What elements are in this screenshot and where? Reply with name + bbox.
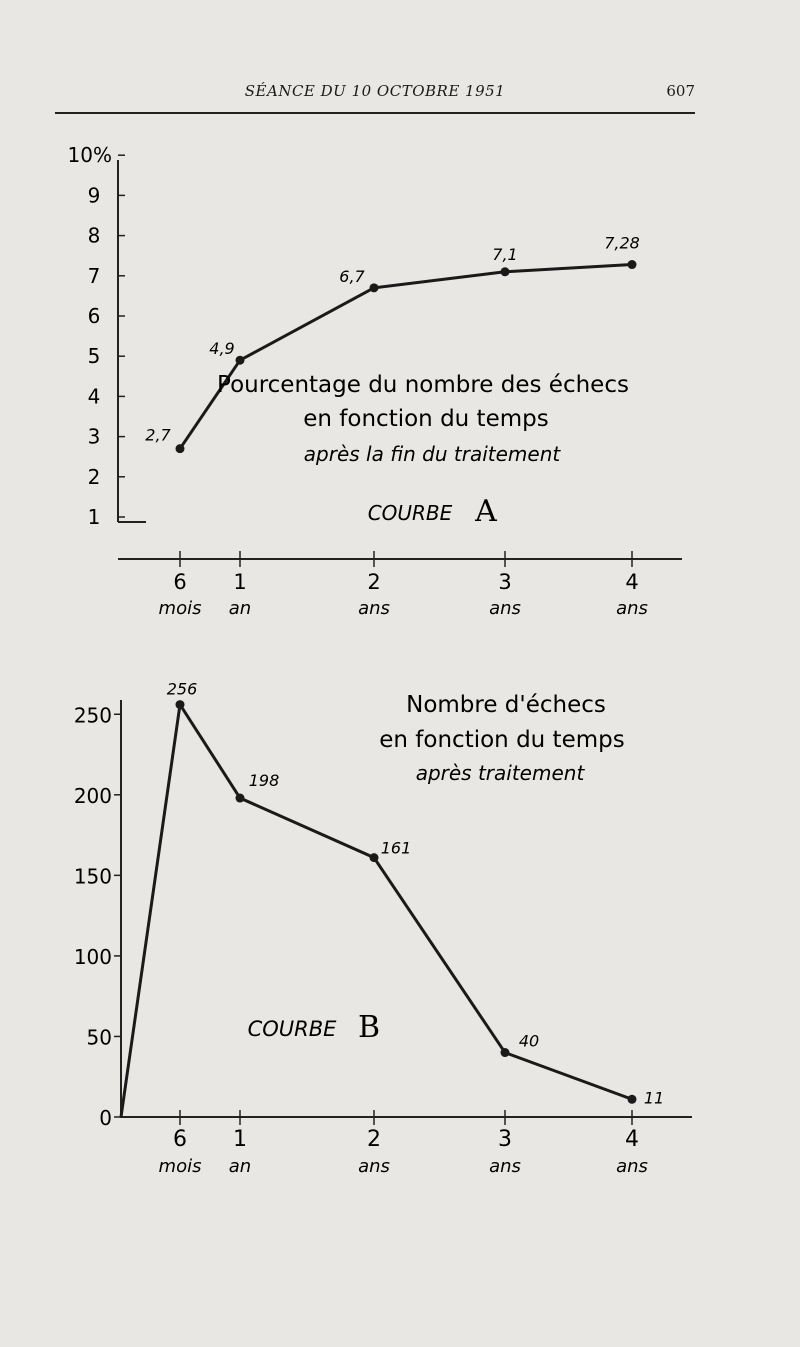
x-tick-number-b: 2	[367, 1127, 381, 1152]
y-tick-label-a: 4	[87, 384, 101, 409]
y-tick-label-b: 250	[73, 703, 112, 728]
x-tick-unit-b: ans	[616, 1156, 648, 1177]
x-tick-number-a: 6	[173, 570, 187, 594]
y-tick-label-a: 7	[87, 263, 101, 288]
courbe-letter-b: B	[357, 1010, 381, 1045]
y-tick-label-a: 3	[87, 424, 101, 449]
data-label-b: 40	[518, 1031, 540, 1051]
x-tick-number-b: 3	[498, 1127, 512, 1152]
x-tick-unit-a: ans	[489, 598, 521, 619]
y-tick-label-b: 50	[86, 1025, 112, 1050]
x-tick-number-b: 4	[625, 1127, 639, 1152]
running-title: SÉANCE DU 10 OCTOBRE 1951	[244, 82, 506, 100]
page-number: 607	[666, 82, 695, 100]
x-tick-unit-a: an	[228, 598, 252, 619]
x-tick-number-b: 6	[173, 1127, 187, 1152]
x-tick-number-a: 1	[233, 570, 247, 594]
courbe-label-a: COURBE	[367, 501, 453, 525]
data-point-b	[236, 794, 245, 803]
data-label-a: 7,28	[604, 233, 640, 253]
data-label-a: 4,9	[209, 339, 235, 359]
data-point-b	[370, 853, 379, 862]
x-tick-unit-b: mois	[158, 1156, 202, 1177]
data-label-b: 11	[643, 1088, 665, 1108]
courbe-letter-a: A	[475, 494, 497, 529]
y-tick-label-a: 10%	[67, 143, 112, 168]
chart-title-b-line-2: en fonction du temps	[379, 727, 625, 753]
y-tick-label-a: 1	[87, 505, 101, 529]
x-tick-unit-b: ans	[489, 1156, 521, 1177]
data-point-b	[628, 1095, 637, 1104]
data-label-b: 161	[380, 838, 412, 858]
data-label-b: 256	[166, 679, 198, 699]
x-tick-unit-a: ans	[358, 598, 390, 619]
y-tick-label-b: 0	[99, 1106, 112, 1130]
chart-subtitle-b: après traitement	[415, 761, 585, 785]
courbe-label-b: COURBE	[247, 1017, 337, 1041]
y-tick-label-b: 100	[73, 944, 112, 969]
y-tick-label-a: 6	[87, 304, 101, 328]
x-tick-unit-a: ans	[616, 598, 648, 619]
x-tick-number-a: 4	[625, 570, 639, 594]
data-label-a: 6,7	[339, 266, 365, 286]
x-tick-number-a: 2	[367, 570, 381, 594]
data-label-a: 7,1	[492, 244, 518, 264]
data-point-b	[176, 700, 185, 709]
chart-title-a-line-2: en fonction du temps	[303, 406, 549, 432]
x-tick-number-b: 1	[233, 1127, 247, 1152]
y-tick-label-a: 8	[87, 223, 101, 248]
chart-subtitle-a: après la fin du traitement	[303, 442, 561, 466]
y-tick-label-a: 2	[87, 464, 101, 489]
x-tick-unit-b: ans	[358, 1156, 390, 1177]
y-tick-label-a: 5	[87, 344, 101, 369]
x-tick-unit-b: an	[228, 1156, 252, 1177]
y-tick-label-b: 150	[73, 864, 112, 889]
data-point-b	[501, 1048, 510, 1057]
data-label-b: 198	[248, 771, 280, 791]
chart-title-a-line-1: Pourcentage du nombre des échecs	[217, 372, 629, 398]
chart-title-b-line-1: Nombre d'échecs	[406, 692, 606, 718]
x-tick-unit-a: mois	[158, 598, 202, 619]
y-tick-label-a: 9	[87, 183, 101, 208]
y-tick-label-b: 200	[73, 783, 112, 808]
data-label-a: 2,7	[145, 425, 171, 445]
x-tick-number-a: 3	[498, 570, 512, 594]
